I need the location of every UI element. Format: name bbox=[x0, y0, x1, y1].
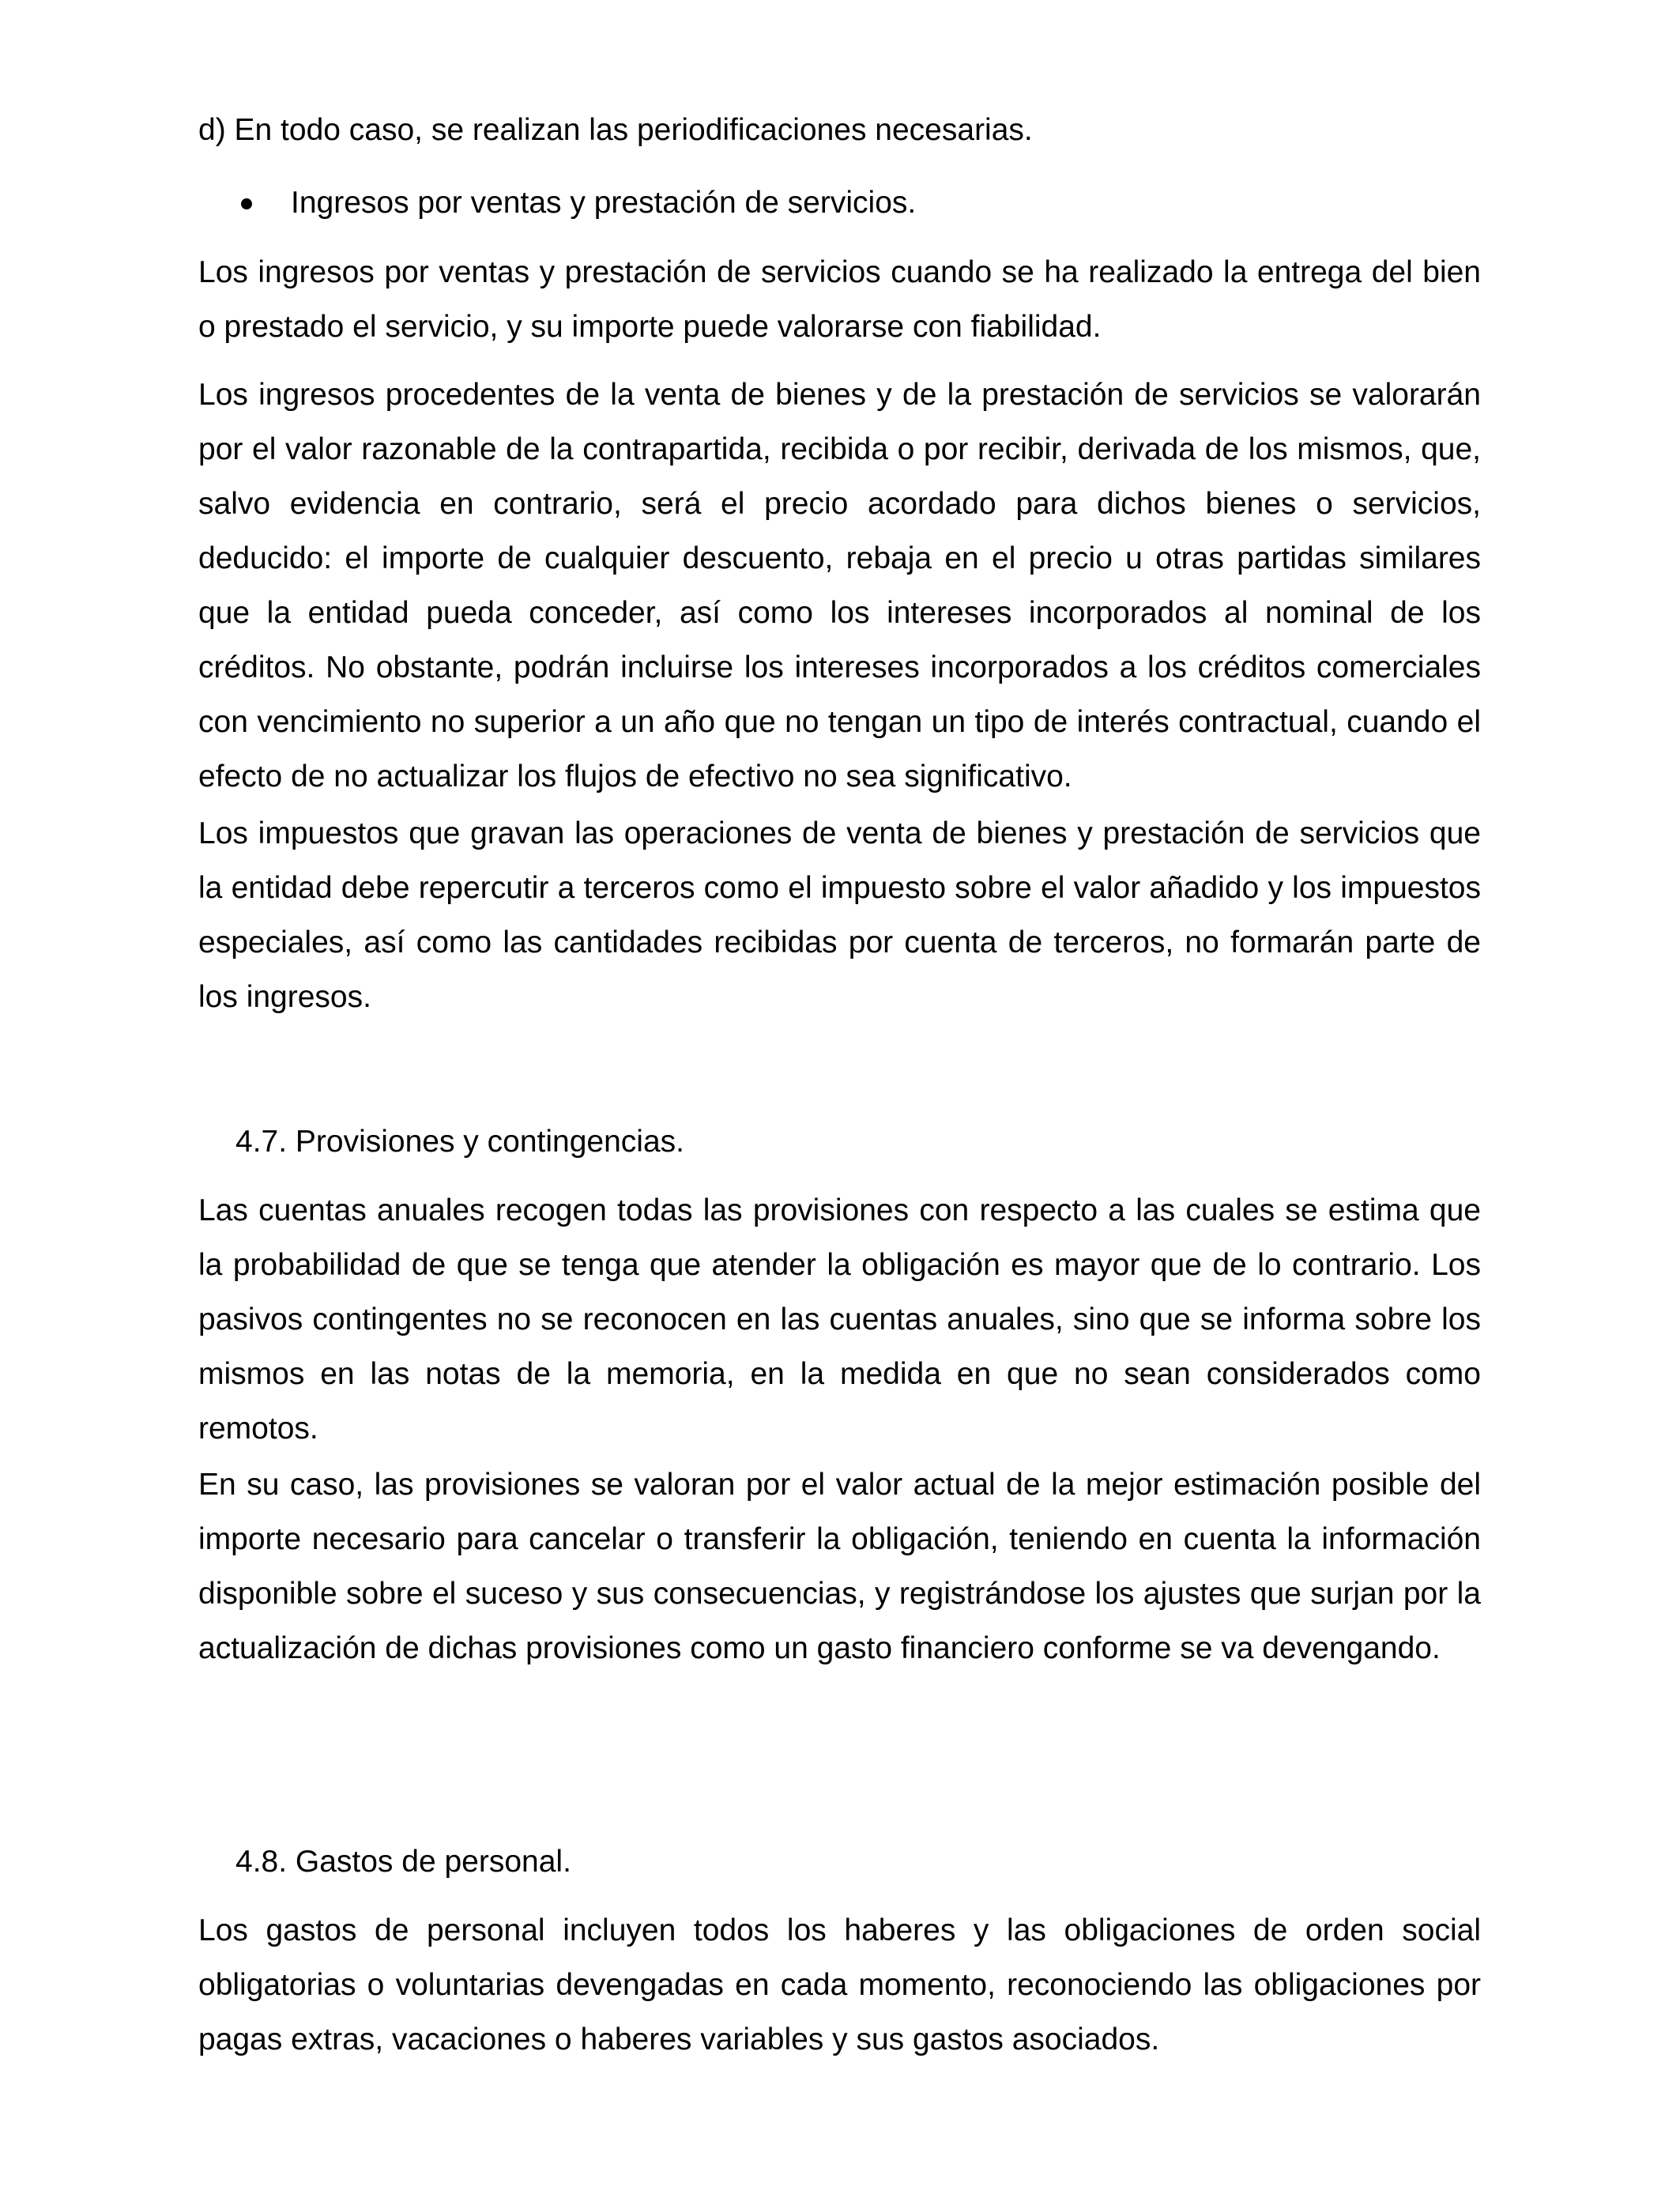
section-heading-provisiones: 4.7. Provisiones y contingencias. bbox=[235, 1125, 684, 1159]
paragraph-ingresos-impuestos: Los impuestos que gravan las operaciones de venta de bienes y prestación de servicios que la entidad debe repercutir a terceros como el impuesto sobre el valor añadido y los impuestos especiales, así como las cantidades recibidas por cuenta de terceros, no formarán parte de los ingresos. bbox=[198, 816, 1481, 1014]
section-heading-gastos-personal: 4.8. Gastos de personal. bbox=[235, 1845, 571, 1879]
paragraph-ingresos-valoracion: Los ingresos procedentes de la venta de bienes y de la prestación de servicios se valorarán por el valor razonable de la contrapartida, recibida o por recibir, derivada de los mismos, que, salvo evidencia en contrario, será el precio acordado para dichos bienes o servicios, deducido: el importe de cualquier descuento, rebaja en el precio u otras partidas similares que la entidad pueda conceder, así como los intereses incorporados al nominal de los créditos. No obstante, podrán incluirse los intereses incorporados a los créditos comerciales con vencimiento no superior a un año que no tengan un tipo de interés contractual, cuando el efecto de no actualizar los flujos de efectivo no sea significativo. bbox=[198, 378, 1481, 794]
paragraph-gastos-personal: Los gastos de personal incluyen todos los haberes y las obligaciones de orden social obligatorias o voluntarias devengadas en cada momento, reconociendo las obligaciones por pagas extras, vacaciones o haberes variables y sus gastos asociados. bbox=[198, 1913, 1481, 2056]
paragraph-ingresos-reconocimiento: Los ingresos por ventas y prestación de servicios cuando se ha realizado la entrega del bien o prestado el servicio, y su importe puede valorarse con fiabilidad. bbox=[198, 255, 1481, 344]
bullet-item-label: Ingresos por ventas y prestación de servicios. bbox=[291, 186, 917, 220]
paragraph-periodificaciones: d) En todo caso, se realizan las periodificaciones necesarias. bbox=[198, 113, 1033, 147]
paragraph-provisiones-valoracion: En su caso, las provisiones se valoran por el valor actual de la mejor estimación posible del importe necesario para cancelar o transferir la obligación, teniendo en cuenta la información disponible sobre el suceso y sus consecuencias, y registrándose los ajustes que surjan por la actualización de dichas provisiones como un gasto financiero conforme se va devengando. bbox=[198, 1468, 1481, 1665]
paragraph-provisiones-reconocimiento: Las cuentas anuales recogen todas las provisiones con respecto a las cuales se estima que la probabilidad de que se tenga que atender la obligación es mayor que de lo contrario. Los pasivos contingentes no se reconocen en las cuentas anuales, sino que se informa sobre los mismos en las notas de la memoria, en la medida en que no sean considerados como remotos. bbox=[198, 1193, 1481, 1446]
bullet-icon bbox=[241, 198, 252, 209]
